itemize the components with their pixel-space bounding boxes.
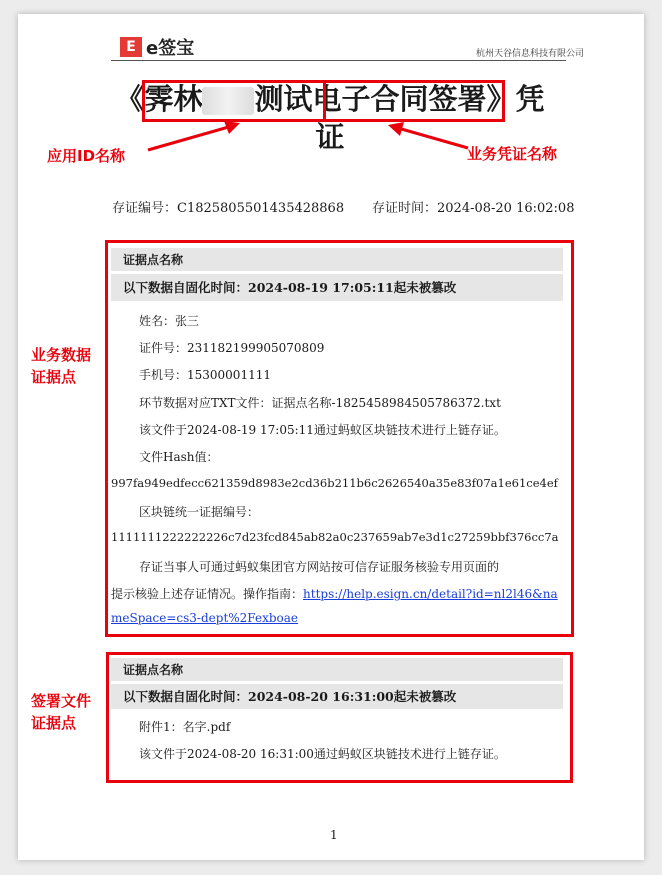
annotation-signed-file <box>31 690 91 734</box>
field-evidence-label: 区块链统一证据编号： <box>139 505 260 519</box>
cert-time: 存证时间：2024-08-20 16:02:08 <box>372 201 575 216</box>
attachment-name: 附件1：名字.pdf <box>139 720 231 734</box>
field-id-number: 证件号：231182199905070809 <box>139 341 325 355</box>
annotation-business-name: 业务凭证名称 <box>467 145 558 163</box>
logo-text: e签宝 <box>146 38 195 59</box>
section2-head: 证据点名称 <box>111 657 563 681</box>
annotation-signed-file-line2: 证据点 <box>31 714 77 732</box>
app-id-arrow <box>148 126 232 150</box>
logo-mark-icon: E <box>120 37 142 57</box>
annotation-business-data-line2: 证据点 <box>31 368 77 386</box>
section2-subhead: 以下数据自固化时间：2024-08-20 16:31:00起未被篡改 <box>111 683 563 709</box>
guide-label: 提示核验上述存证情况。操作指南： <box>111 587 304 601</box>
annotation-signed-file-line1: 签署文件 <box>31 692 92 710</box>
annotation-business-data <box>31 344 91 388</box>
title-app-name: 霁林 <box>144 82 203 116</box>
guide-link[interactable]: https://help.esign.cn/detail?id=nl2l46&na <box>303 587 558 601</box>
field-verify-note: 存证当事人可通过蚂蚁集团官方网站按可信存证服务核验专用页面的 <box>139 560 500 574</box>
title-close: 》凭 <box>486 82 545 116</box>
title-open-bracket: 《 <box>115 82 145 116</box>
title-app-suffix: 测试 <box>254 82 313 116</box>
annotation-business-data-line1: 业务数据 <box>31 346 92 364</box>
company-name: 杭州天谷信息科技有限公司 <box>475 49 584 59</box>
field-hash-value: 997fa949edfecc621359d8983e2cd36b211b6c2626540a35e83f07a1e61ce4ef <box>111 476 558 490</box>
title-business-name: 电子合同签署 <box>312 82 487 116</box>
field-evidence-value: 1111111222222226c7d23fcd845ab82a0c237659ab7e3d1c27259bbf376cc7a <box>111 530 559 544</box>
page-number: 1 <box>330 828 338 842</box>
section1-subhead: 以下数据自固化时间：2024-08-19 17:05:11起未被篡改 <box>111 273 563 301</box>
field-hash-label: 文件Hash值： <box>139 450 219 464</box>
annotation-app-id: 应用ID名称 <box>47 147 126 165</box>
field-txt-file: 环节数据对应TXT文件：证据点名称-1825458984505786372.txt <box>139 396 501 410</box>
field-verify-guide <box>111 585 558 602</box>
field-name: 姓名：张三 <box>139 314 200 328</box>
guide-link-continued[interactable]: meSpace=cs3-dept%2Fexboae <box>111 611 299 625</box>
attachment-chain-note: 该文件于2024-08-20 16:31:00通过蚂蚁区块链技术进行上链存证。 <box>139 747 506 761</box>
cert-number: 存证编号：C1825805501435428868 <box>112 201 345 216</box>
section1-head: 证据点名称 <box>111 247 563 271</box>
business-name-arrow <box>398 128 468 148</box>
field-phone: 手机号：15300001111 <box>139 368 271 382</box>
business-name-arrowhead <box>388 122 404 136</box>
field-chain-note: 该文件于2024-08-19 17:05:11通过蚂蚁区块链技术进行上链存证。 <box>139 423 506 437</box>
document-title-line2: 证 <box>315 120 345 154</box>
